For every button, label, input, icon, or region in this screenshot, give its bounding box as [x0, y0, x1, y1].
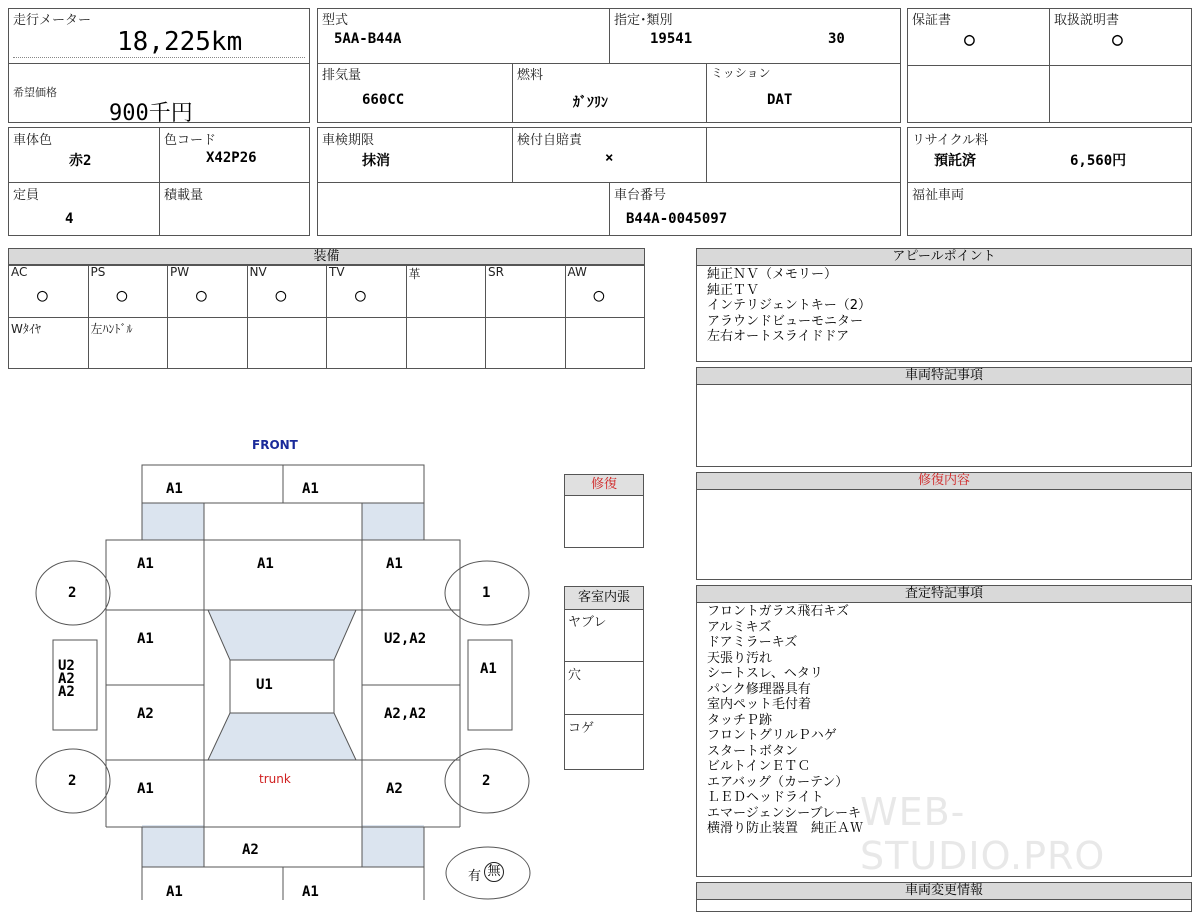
- grade-hood-right-fender: A1: [386, 556, 403, 572]
- chassis-label: 車台番号: [614, 188, 667, 203]
- color-code-value: X42P26: [206, 150, 257, 166]
- equipment-cell: [247, 317, 328, 369]
- grade-front-left-door: A1: [137, 631, 154, 647]
- repair-title: 修復: [565, 475, 643, 496]
- right-sill: [468, 640, 512, 730]
- grade-roof: U1: [256, 677, 273, 693]
- price-value: 900千円: [109, 101, 193, 126]
- recycle-amount: 6,560円: [1070, 153, 1127, 169]
- interior-item-3: コゲ: [568, 721, 595, 736]
- warranty-value: ○: [964, 29, 975, 50]
- grade-rear-gate: A2: [242, 842, 259, 858]
- equipment-label: TV: [329, 265, 345, 279]
- grade-rear-right-door: A2,A2: [384, 706, 427, 722]
- recycle-cell: [907, 127, 1192, 183]
- fuel-cell: [512, 63, 707, 123]
- model-code-value: 5AA-B44A: [334, 31, 402, 47]
- load-label: 積載量: [164, 188, 204, 203]
- model-code-label: 型式: [322, 13, 349, 28]
- displacement-cell: [317, 63, 513, 123]
- front-label: FRONT: [252, 438, 298, 452]
- equipment-label: NV: [249, 265, 267, 279]
- designation-label: 指定･類別: [614, 13, 673, 28]
- transmission-value: DAT: [767, 92, 793, 108]
- equipment-cell: [8, 264, 89, 318]
- welfare-cell: [907, 182, 1192, 236]
- recycle-label: リサイクル料: [912, 133, 989, 148]
- equipment-label: 革: [408, 267, 421, 281]
- equipment-label: Wﾀｲﾔ: [11, 322, 41, 336]
- front-left-pillar-shade: [142, 503, 204, 540]
- repair-detail-title: 修復内容: [697, 473, 1191, 490]
- odometer-value: 18,225km: [117, 27, 243, 57]
- equipment-label: AC: [11, 265, 28, 279]
- color-code-label: 色コード: [164, 133, 217, 148]
- interior-row-1: [565, 609, 643, 662]
- chassis-value: B44A-0045097: [626, 211, 728, 227]
- manual-value: ○: [1112, 29, 1123, 50]
- price-cell: [8, 63, 310, 126]
- equipment-value: ○: [196, 285, 207, 306]
- designation-value-1: 19541: [650, 31, 693, 47]
- grade-front-right-door: U2,A2: [384, 631, 427, 647]
- grade-front-bumper-left: A1: [166, 481, 183, 497]
- equipment-title: 装備: [9, 249, 644, 266]
- tire-front-right-grade: 1: [482, 585, 491, 601]
- grade-rear-bumper-left: A1: [166, 884, 183, 900]
- load-cell: [159, 182, 310, 236]
- grade-hood-left-fender: A1: [137, 556, 154, 572]
- grade-front-bumper-right: A1: [302, 481, 319, 497]
- equipment-cell: [167, 264, 248, 318]
- equipment-value: ○: [355, 285, 366, 306]
- windshield: [208, 610, 356, 660]
- rear-window: [208, 713, 356, 760]
- grade-rear-bumper-right: A1: [302, 884, 319, 900]
- capacity-label: 定員: [13, 188, 40, 203]
- interior-item-2: 穴: [568, 668, 582, 683]
- odometer-label: 走行メーター: [13, 13, 92, 28]
- equipment-cell: [88, 264, 169, 318]
- body-color-value: 赤2: [69, 153, 92, 169]
- assessment-title: 査定特記事項: [697, 586, 1191, 603]
- equipment-label: AW: [567, 265, 587, 279]
- price-label: 希望価格: [13, 86, 57, 99]
- inspection-label: 車検期限: [322, 133, 375, 148]
- inspection-cell: [317, 127, 513, 183]
- tire-rear-right-grade: 2: [482, 773, 491, 789]
- blank-cell: [706, 127, 901, 183]
- equipment-cell: [406, 264, 487, 318]
- manual-divider: [1050, 65, 1191, 66]
- equipment-cell: [485, 317, 566, 369]
- equipment-cell: [167, 317, 248, 369]
- equipment-cell: [326, 264, 407, 318]
- hood-row: [106, 540, 460, 610]
- warranty-divider: [908, 65, 1049, 66]
- capacity-cell: [8, 182, 160, 236]
- assessment-text: フロントガラス飛石キズ アルミキズ ドアミラーキズ 天張り汚れ シートスレ、ヘタリ パンク修理器具有 室内ペット毛付着 タッチＰ跡 フロントグリルＰハゲ スタートボタン ビルトインＥＴＣ エアバッグ（カーテン） ＬＥＤヘッドライト エマージェンシーブレーキ 横滑り防止装置 純正ＡＷ: [707, 604, 864, 836]
- rear-right-pillar-shade: [362, 825, 424, 867]
- front-right-pillar-shade: [362, 503, 424, 540]
- grade-right-rear-fender: A2: [386, 781, 403, 797]
- special-title: 車両特記事項: [697, 368, 1191, 385]
- roof: [230, 660, 334, 713]
- capacity-value: 4: [65, 211, 74, 227]
- trunk-label: trunk: [259, 772, 291, 786]
- body-color-cell: [8, 127, 160, 183]
- equipment-label: PW: [170, 265, 190, 279]
- appeal-title: アピールポイント: [697, 249, 1191, 266]
- warranty-label: 保証書: [912, 13, 952, 28]
- interior-row-2: [565, 662, 643, 715]
- spare-no-label: 無: [484, 862, 504, 882]
- change-info-title: 車両変更情報: [697, 883, 1191, 900]
- grade-rear-left-door: A2: [137, 706, 154, 722]
- displacement-value: 660CC: [362, 92, 405, 108]
- equipment-cell: [247, 264, 328, 318]
- rear-left-pillar-shade: [142, 825, 204, 867]
- fuel-label: 燃料: [517, 68, 544, 83]
- repair-detail-panel: [696, 472, 1192, 580]
- equipment-cell: [565, 264, 646, 318]
- special-panel: [696, 367, 1192, 467]
- model-code-cell: [317, 8, 610, 64]
- equipment-cell: [88, 317, 169, 369]
- equipment-label: SR: [488, 265, 504, 279]
- equipment-value: ○: [275, 285, 287, 306]
- equipment-cell: [326, 317, 407, 369]
- change-info-panel: [696, 882, 1192, 912]
- interior-row-3: [565, 715, 643, 769]
- warranty-cell: [907, 8, 1050, 123]
- equipment-cell: [8, 317, 89, 369]
- equipment-value: ○: [116, 285, 128, 306]
- insurance-value: ×: [605, 150, 614, 166]
- repair-box: [564, 474, 644, 548]
- spare-yes-label: 有: [468, 869, 482, 884]
- body-color-label: 車体色: [13, 133, 53, 148]
- interior-title: 客室内張: [565, 587, 643, 610]
- equipment-cell: [406, 317, 487, 369]
- manual-label: 取扱説明書: [1054, 13, 1120, 28]
- displacement-label: 排気量: [322, 68, 362, 83]
- designation-value-2: 30: [828, 31, 845, 47]
- insurance-cell: [512, 127, 707, 183]
- equipment-label: PS: [90, 265, 106, 279]
- designation-cell: [609, 8, 901, 64]
- blank-wide-cell: [317, 182, 610, 236]
- color-code-cell: [159, 127, 310, 183]
- welfare-label: 福祉車両: [912, 188, 965, 203]
- transmission-label: ミッション: [711, 66, 771, 80]
- equipment-value: ○: [593, 285, 605, 306]
- transmission-cell: [706, 63, 901, 123]
- interior-item-1: ヤブレ: [568, 615, 607, 630]
- vehicle-diagram: [0, 455, 560, 900]
- grade-hood: A1: [257, 556, 274, 572]
- tire-front-left-grade: 2: [68, 585, 77, 601]
- watermark: WEB-STUDIO.PRO: [860, 790, 1106, 878]
- tire-rear-left-grade: 2: [68, 773, 77, 789]
- equipment-cell: [485, 264, 566, 318]
- interior-box: [564, 586, 644, 770]
- inspection-value: 抹消: [362, 153, 390, 169]
- equipment-label: 左ﾊﾝﾄﾞﾙ: [90, 322, 133, 336]
- equipment-value: ○: [37, 285, 48, 306]
- grade-left-rear-fender: A1: [137, 781, 154, 797]
- insurance-label: 検付自賠責: [517, 133, 583, 148]
- recycle-status: 預託済: [934, 153, 976, 169]
- grade-right-sill: A1: [480, 661, 497, 677]
- appeal-panel: [696, 248, 1192, 362]
- odometer-divider: [13, 57, 305, 58]
- appeal-text: 純正ＮＶ（メモリー） 純正ＴＶ インテリジェントキー（2） アラウンドビューモニター 左右オートスライドドア: [707, 267, 872, 344]
- odometer-cell: [8, 8, 310, 64]
- fuel-value: ｶﾞｿﾘﾝ: [573, 95, 608, 111]
- grade-left-sill: U2 A2 A2: [58, 658, 75, 700]
- chassis-cell: [609, 182, 901, 236]
- manual-cell: [1049, 8, 1192, 123]
